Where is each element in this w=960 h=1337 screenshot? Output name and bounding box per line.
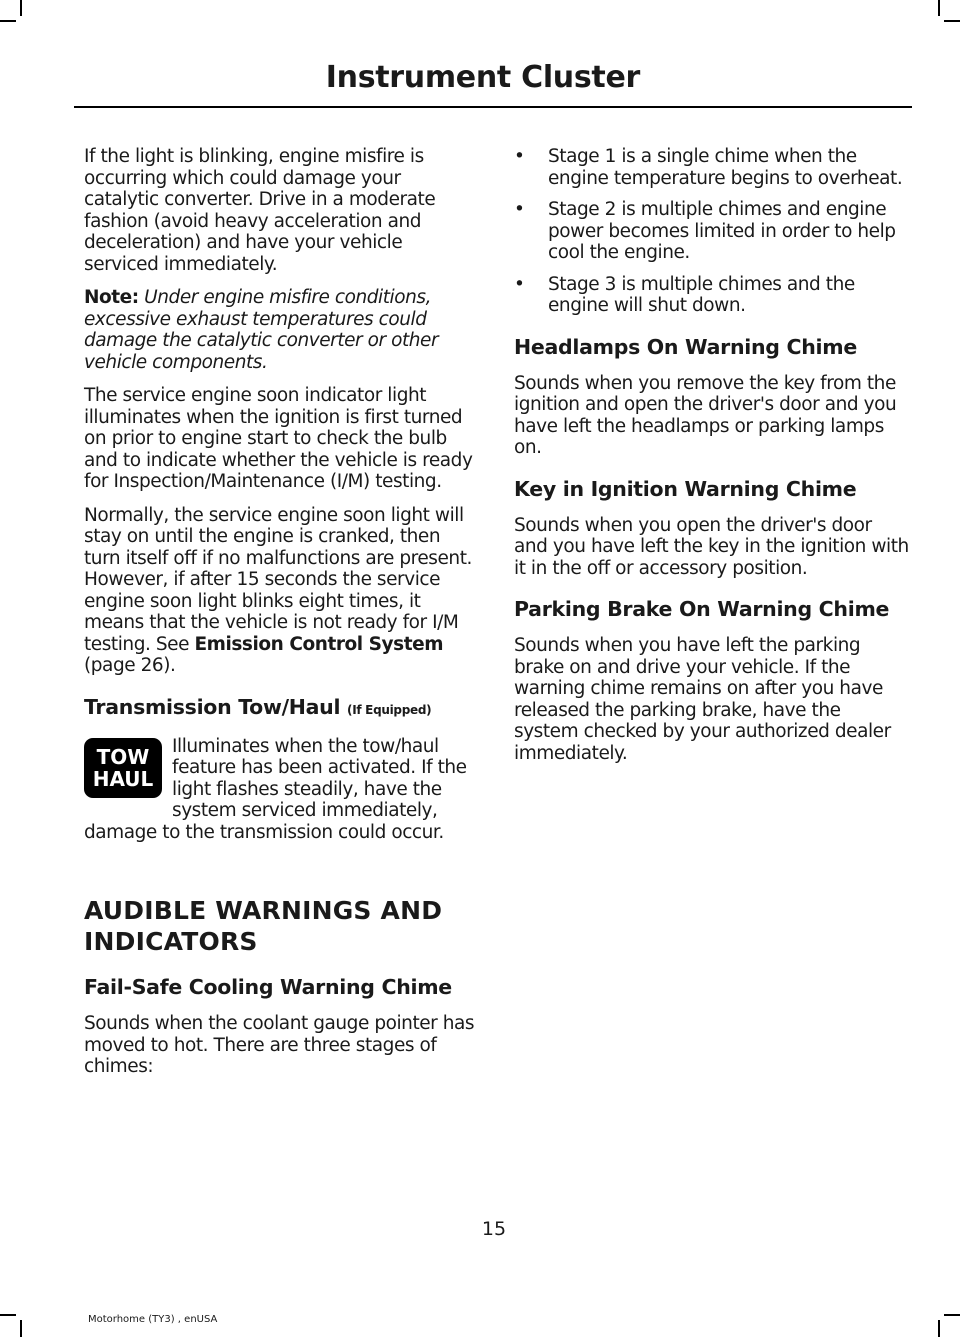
list-item-text: Stage 3 is multiple chimes and the engine will shut down. [548,273,855,316]
normally-text: Normally, the service engine soon light will stay on until the engine is cranked, then turn itself off if no malfunctions are present. However, if after 15 seconds the service engine soon light blinks eight times, it means that the vehicle is not ready for I/M testing. See [84,504,472,655]
crop-mark [938,1320,940,1337]
list-item [514,146,910,189]
list-item [514,274,910,317]
list-item-text: Stage 2 is multiple chimes and engine power becomes limited in order to help cool the engine. [548,199,896,263]
header-divider [74,106,912,108]
crop-mark [938,0,940,16]
bullet-icon: • [514,273,525,295]
note-text: Under engine misfire conditions, excessive exhaust temperatures could damage the catalytic converter or other vehicle components. [84,287,439,373]
crop-mark [20,0,22,16]
tow-haul-section [84,736,478,856]
crop-mark [0,1314,16,1316]
left-column [84,146,478,1090]
note-label: Note: [84,287,139,308]
page-reference: (page 26). [84,655,176,676]
crop-mark [944,1314,960,1316]
list-item-text: Stage 1 is a single chime when the engine temperature begins to overheat. [548,146,903,189]
right-column [514,146,910,776]
tow-icon-line2: HAUL [92,766,154,791]
document-id: Motorhome (TY3) , enUSA [88,1314,218,1325]
failsafe-heading: Fail-Safe Cooling Warning Chime [84,975,452,999]
crop-mark [0,20,16,22]
crop-mark [20,1320,22,1337]
audible-heading-line1: AUDIBLE WARNINGS AND [84,896,443,925]
note-paragraph [84,287,478,373]
tow-haul-heading-text: Transmission Tow/Haul [84,694,341,719]
failsafe-text: Sounds when the coolant gauge pointer has moved to hot. There are three stages of chimes: [84,1013,475,1077]
bullet-icon: • [514,199,525,220]
tow-haul-icon [84,738,162,798]
page-title: Instrument Cluster [325,60,640,95]
bullet-icon: • [514,146,525,167]
emission-control-link[interactable]: Emission Control System [194,633,444,655]
chime-stages-list [514,146,910,317]
list-item [514,199,910,264]
headlamps-heading: Headlamps On Warning Chime [514,334,857,359]
tow-haul-text: Illuminates when the tow/haul feature has been activated. If the light flashes steadily, have the system serviced immediately, damage to the transmission could occur. [84,735,467,843]
key-ignition-heading: Key in Ignition Warning Chime [514,476,857,501]
parking-brake-heading: Parking Brake On Warning Chime [514,597,890,621]
crop-mark [944,20,960,22]
headlamps-text: Sounds when you remove the key from the ignition and open the driver's door and you have left the headlamps or parking lamps on. [514,372,897,458]
tow-icon-line1: TOW [96,744,150,769]
if-equipped-label: (If Equipped) [347,702,432,717]
audible-heading-line2: INDICATORS [84,927,258,956]
misfire-paragraph: If the light is blinking, engine misfire is occurring which could damage your catalytic converter. Drive in a moderate fashion (avoid heavy acceleration and deceleration) and have your vehicle serviced immediately. [84,146,436,275]
audible-warnings-heading [84,895,478,957]
tow-haul-heading [84,695,478,722]
parking-brake-text: Sounds when you have left the parking brake on and drive your vehicle. If the warning chime remains on after you have released the parking brake, have the system checked by your authorized dealer immediately. [514,635,891,764]
normally-paragraph [84,505,478,677]
key-ignition-text: Sounds when you open the driver's door and you have left the key in the ignition with it in the off or accessory position. [514,514,909,579]
page-number: 15 [481,1218,507,1240]
indicator-paragraph: The service engine soon indicator light illuminates when the ignition is first turned on prior to engine start to check the bulb and to indicate whether the vehicle is ready for Inspection/Maintenance (I/M) testing. [84,385,473,492]
